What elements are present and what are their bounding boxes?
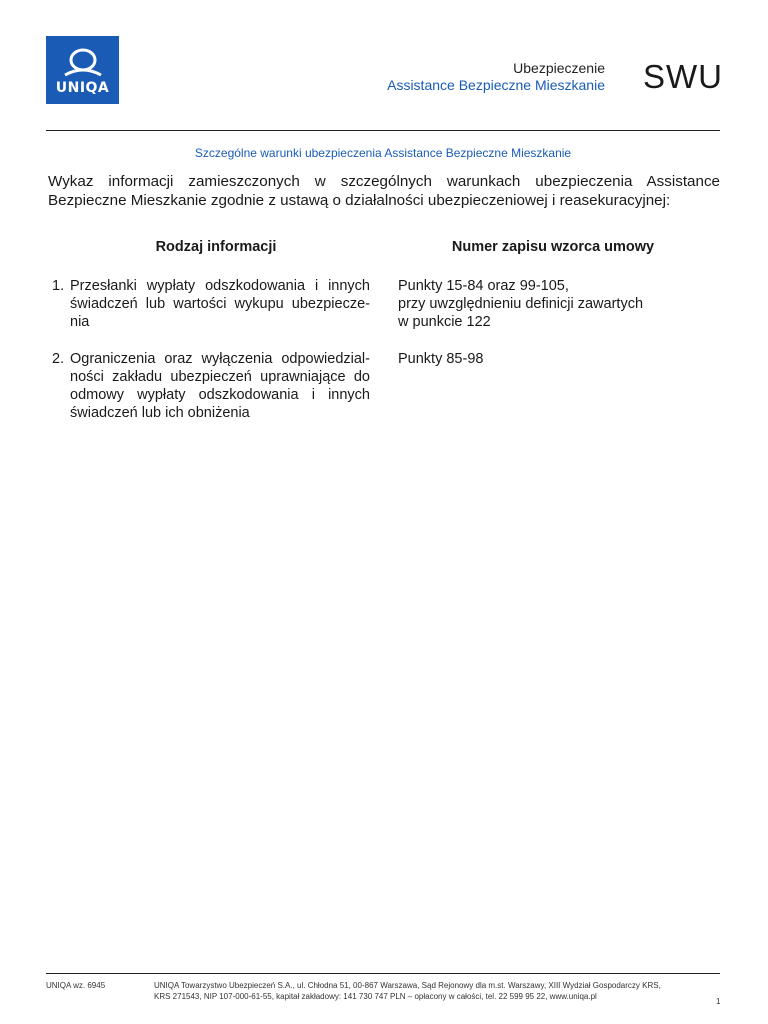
header-product: [387, 60, 605, 94]
product-name: Assistance Bezpieczne Mieszkanie: [387, 77, 605, 93]
product-line: Ubezpieczenie: [513, 60, 605, 76]
item-text: Przesłanki wypłaty odszkodowania i innych świadczeń lub wartości wykupu ubezpiecze-nia: [70, 278, 370, 330]
item-reference: [398, 350, 718, 368]
logo-text: UNIQA: [55, 80, 110, 96]
reference-line: przy uwzględnieniu definicji zawartych: [398, 296, 644, 312]
reference-line: Punkty 85-98: [398, 351, 484, 367]
form-code: UNIQA wz. 6945: [46, 981, 106, 990]
uniqa-emblem-icon: [63, 47, 103, 79]
uniqa-logo: [46, 36, 119, 104]
top-divider: [46, 130, 720, 131]
column-header-contract-ref: Numer zapisu wzorca umowy: [451, 239, 655, 255]
footer-divider: [46, 973, 720, 974]
reference-line: Punkty 15-84 oraz 99-105,: [398, 278, 569, 294]
company-info-line: UNIQA Towarzystwo Ubezpieczeń S.A., ul. Chłodna 51, 00-867 Warszawa, Sąd Rejonowy dla m.st. Warszawy, XIII Wydział Gospodarczy KRS,: [154, 981, 661, 990]
page-number: 1: [716, 997, 721, 1006]
list-item: [52, 350, 370, 422]
item-text: Ograniczenia oraz wyłączenia odpowiedzial-ności zakładu ubezpieczeń uprawniające do odmowy wypłaty odszkodowania i innych świadczeń lub ich obniżenia: [70, 351, 370, 421]
intro-paragraph: Wykaz informacji zamieszczonych w szczególnych warunkach ubezpieczenia Assistance Bezpieczne Mieszkanie zgodnie z ustawą o działalności ubezpieczeniowej i reasekuracyjnej:: [48, 173, 720, 209]
item-number: 2.: [52, 351, 65, 367]
company-info: [154, 980, 714, 1002]
list-item: [52, 277, 370, 331]
column-header-info-type: Rodzaj informacji: [155, 239, 277, 255]
item-number: 1.: [52, 278, 65, 294]
document-subtitle: Szczególne warunki ubezpieczenia Assistance Bezpieczne Mieszkanie: [194, 146, 572, 160]
item-reference: [398, 277, 718, 331]
reference-line: w punkcie 122: [398, 314, 491, 330]
document-code: SWU: [643, 58, 723, 95]
company-info-line: KRS 271543, NIP 107-000-61-55, kapitał zakładowy: 141 730 747 PLN – opłacony w całości, tel. 22 599 95 22, www.uniqa.pl: [154, 992, 597, 1001]
